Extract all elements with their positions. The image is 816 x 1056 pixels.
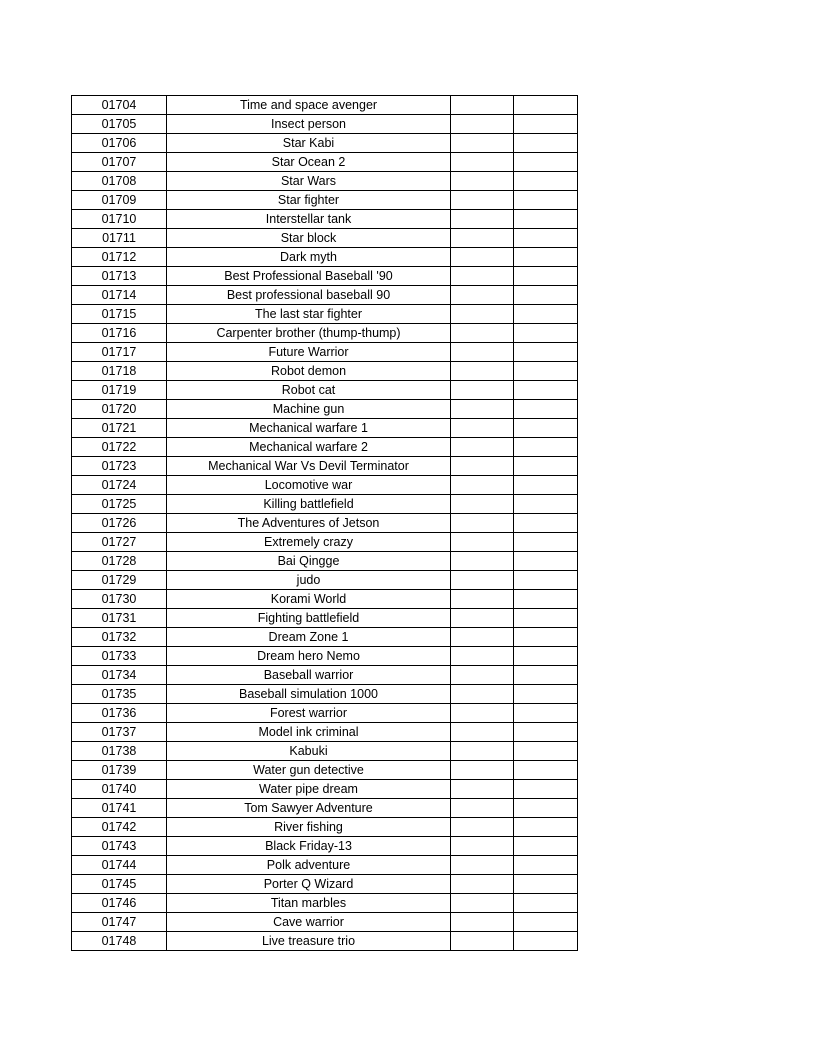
game-id-cell: 01716 <box>72 324 167 343</box>
empty-cell <box>514 533 578 552</box>
game-id-cell: 01731 <box>72 609 167 628</box>
table-row <box>72 685 578 704</box>
empty-cell <box>451 134 514 153</box>
table-row <box>72 818 578 837</box>
table-row <box>72 514 578 533</box>
table-row <box>72 875 578 894</box>
table-row <box>72 400 578 419</box>
table-row <box>72 856 578 875</box>
empty-cell <box>451 343 514 362</box>
game-title-cell: Machine gun <box>167 400 451 419</box>
game-id-cell: 01704 <box>72 96 167 115</box>
empty-cell <box>451 457 514 476</box>
game-title-cell: Live treasure trio <box>167 932 451 951</box>
game-title-cell: Bai Qingge <box>167 552 451 571</box>
empty-cell <box>514 457 578 476</box>
game-id-cell: 01723 <box>72 457 167 476</box>
game-id-cell: 01717 <box>72 343 167 362</box>
table-row <box>72 115 578 134</box>
game-id-cell: 01733 <box>72 647 167 666</box>
empty-cell <box>514 894 578 913</box>
empty-cell <box>514 343 578 362</box>
game-title-cell: Star block <box>167 229 451 248</box>
game-id-cell: 01712 <box>72 248 167 267</box>
game-title-cell: River fishing <box>167 818 451 837</box>
table-row <box>72 438 578 457</box>
game-id-cell: 01744 <box>72 856 167 875</box>
empty-cell <box>451 229 514 248</box>
game-id-cell: 01714 <box>72 286 167 305</box>
game-id-cell: 01718 <box>72 362 167 381</box>
empty-cell <box>514 400 578 419</box>
empty-cell <box>514 609 578 628</box>
table-row <box>72 476 578 495</box>
game-id-cell: 01737 <box>72 723 167 742</box>
table-row <box>72 210 578 229</box>
table-row <box>72 286 578 305</box>
empty-cell <box>451 932 514 951</box>
game-title-cell: Water gun detective <box>167 761 451 780</box>
game-id-cell: 01715 <box>72 305 167 324</box>
table-row <box>72 419 578 438</box>
game-id-cell: 01708 <box>72 172 167 191</box>
game-title-cell: Dark myth <box>167 248 451 267</box>
empty-cell <box>451 647 514 666</box>
table-row <box>72 457 578 476</box>
empty-cell <box>514 172 578 191</box>
empty-cell <box>451 514 514 533</box>
empty-cell <box>514 115 578 134</box>
game-title-cell: Time and space avenger <box>167 96 451 115</box>
table-row <box>72 723 578 742</box>
table-row <box>72 96 578 115</box>
game-id-cell: 01743 <box>72 837 167 856</box>
game-title-cell: Carpenter brother (thump-thump) <box>167 324 451 343</box>
empty-cell <box>514 134 578 153</box>
game-id-cell: 01709 <box>72 191 167 210</box>
empty-cell <box>451 153 514 172</box>
table-row <box>72 305 578 324</box>
game-title-cell: Locomotive war <box>167 476 451 495</box>
empty-cell <box>451 799 514 818</box>
game-id-cell: 01740 <box>72 780 167 799</box>
game-title-cell: Dream hero Nemo <box>167 647 451 666</box>
table-row <box>72 533 578 552</box>
empty-cell <box>514 685 578 704</box>
game-id-cell: 01722 <box>72 438 167 457</box>
empty-cell <box>514 229 578 248</box>
game-id-cell: 01719 <box>72 381 167 400</box>
empty-cell <box>451 609 514 628</box>
empty-cell <box>451 742 514 761</box>
game-title-cell: Future Warrior <box>167 343 451 362</box>
empty-cell <box>451 476 514 495</box>
empty-cell <box>514 932 578 951</box>
empty-cell <box>451 723 514 742</box>
empty-cell <box>451 286 514 305</box>
empty-cell <box>514 286 578 305</box>
empty-cell <box>451 818 514 837</box>
table-row <box>72 362 578 381</box>
empty-cell <box>451 704 514 723</box>
game-title-cell: The last star fighter <box>167 305 451 324</box>
game-title-cell: Baseball simulation 1000 <box>167 685 451 704</box>
table-row <box>72 552 578 571</box>
empty-cell <box>451 248 514 267</box>
empty-cell <box>451 875 514 894</box>
table-row <box>72 666 578 685</box>
game-id-cell: 01729 <box>72 571 167 590</box>
empty-cell <box>514 476 578 495</box>
game-id-cell: 01721 <box>72 419 167 438</box>
table-row <box>72 191 578 210</box>
game-title-cell: Water pipe dream <box>167 780 451 799</box>
game-list-table <box>71 95 578 951</box>
empty-cell <box>451 913 514 932</box>
empty-cell <box>451 571 514 590</box>
table-row <box>72 628 578 647</box>
game-id-cell: 01728 <box>72 552 167 571</box>
empty-cell <box>514 210 578 229</box>
game-id-cell: 01711 <box>72 229 167 248</box>
game-title-cell: Robot cat <box>167 381 451 400</box>
table-row <box>72 780 578 799</box>
table-row <box>72 343 578 362</box>
table-row <box>72 153 578 172</box>
game-title-cell: Fighting battlefield <box>167 609 451 628</box>
game-title-cell: Star Ocean 2 <box>167 153 451 172</box>
empty-cell <box>451 172 514 191</box>
game-title-cell: Star fighter <box>167 191 451 210</box>
empty-cell <box>514 305 578 324</box>
empty-cell <box>451 381 514 400</box>
empty-cell <box>451 267 514 286</box>
empty-cell <box>451 894 514 913</box>
empty-cell <box>451 837 514 856</box>
game-title-cell: Killing battlefield <box>167 495 451 514</box>
table-row <box>72 761 578 780</box>
empty-cell <box>514 267 578 286</box>
game-id-cell: 01724 <box>72 476 167 495</box>
game-title-cell: judo <box>167 571 451 590</box>
empty-cell <box>514 913 578 932</box>
empty-cell <box>514 628 578 647</box>
empty-cell <box>514 875 578 894</box>
game-title-cell: The Adventures of Jetson <box>167 514 451 533</box>
empty-cell <box>451 419 514 438</box>
game-id-cell: 01734 <box>72 666 167 685</box>
game-id-cell: 01727 <box>72 533 167 552</box>
game-title-cell: Insect person <box>167 115 451 134</box>
game-title-cell: Mechanical warfare 2 <box>167 438 451 457</box>
empty-cell <box>514 438 578 457</box>
table-row <box>72 837 578 856</box>
empty-cell <box>451 761 514 780</box>
game-id-cell: 01726 <box>72 514 167 533</box>
empty-cell <box>514 248 578 267</box>
table-body <box>72 96 578 951</box>
game-id-cell: 01736 <box>72 704 167 723</box>
game-title-cell: Titan marbles <box>167 894 451 913</box>
game-title-cell: Tom Sawyer Adventure <box>167 799 451 818</box>
empty-cell <box>451 96 514 115</box>
table-row <box>72 381 578 400</box>
table-row <box>72 704 578 723</box>
table-row <box>72 229 578 248</box>
table-row <box>72 647 578 666</box>
game-title-cell: Korami World <box>167 590 451 609</box>
game-id-cell: 01705 <box>72 115 167 134</box>
empty-cell <box>451 305 514 324</box>
game-id-cell: 01707 <box>72 153 167 172</box>
game-title-cell: Mechanical warfare 1 <box>167 419 451 438</box>
empty-cell <box>514 362 578 381</box>
empty-cell <box>514 381 578 400</box>
table-row <box>72 267 578 286</box>
game-title-cell: Dream Zone 1 <box>167 628 451 647</box>
empty-cell <box>451 780 514 799</box>
empty-cell <box>451 628 514 647</box>
game-id-cell: 01738 <box>72 742 167 761</box>
table-row <box>72 495 578 514</box>
game-id-cell: 01747 <box>72 913 167 932</box>
empty-cell <box>514 856 578 875</box>
game-id-cell: 01713 <box>72 267 167 286</box>
empty-cell <box>514 324 578 343</box>
empty-cell <box>514 799 578 818</box>
game-title-cell: Black Friday-13 <box>167 837 451 856</box>
game-title-cell: Cave warrior <box>167 913 451 932</box>
game-title-cell: Polk adventure <box>167 856 451 875</box>
empty-cell <box>451 685 514 704</box>
game-title-cell: Star Wars <box>167 172 451 191</box>
table-row <box>72 742 578 761</box>
game-title-cell: Best Professional Baseball '90 <box>167 267 451 286</box>
table-row <box>72 609 578 628</box>
empty-cell <box>451 533 514 552</box>
empty-cell <box>451 191 514 210</box>
empty-cell <box>514 818 578 837</box>
empty-cell <box>514 514 578 533</box>
game-title-cell: Extremely crazy <box>167 533 451 552</box>
empty-cell <box>514 419 578 438</box>
game-id-cell: 01745 <box>72 875 167 894</box>
empty-cell <box>451 495 514 514</box>
game-title-cell: Baseball warrior <box>167 666 451 685</box>
empty-cell <box>451 590 514 609</box>
game-id-cell: 01742 <box>72 818 167 837</box>
empty-cell <box>451 210 514 229</box>
game-id-cell: 01746 <box>72 894 167 913</box>
empty-cell <box>451 362 514 381</box>
game-title-cell: Star Kabi <box>167 134 451 153</box>
empty-cell <box>514 837 578 856</box>
table-row <box>72 590 578 609</box>
empty-cell <box>514 590 578 609</box>
table-row <box>72 248 578 267</box>
empty-cell <box>514 723 578 742</box>
empty-cell <box>451 438 514 457</box>
table-row <box>72 913 578 932</box>
empty-cell <box>514 571 578 590</box>
empty-cell <box>514 742 578 761</box>
empty-cell <box>514 704 578 723</box>
game-title-cell: Porter Q Wizard <box>167 875 451 894</box>
game-title-cell: Model ink criminal <box>167 723 451 742</box>
empty-cell <box>451 856 514 875</box>
table-row <box>72 799 578 818</box>
empty-cell <box>514 191 578 210</box>
empty-cell <box>451 400 514 419</box>
game-id-cell: 01739 <box>72 761 167 780</box>
empty-cell <box>514 96 578 115</box>
game-title-cell: Robot demon <box>167 362 451 381</box>
empty-cell <box>451 324 514 343</box>
game-id-cell: 01748 <box>72 932 167 951</box>
empty-cell <box>514 495 578 514</box>
table-row <box>72 571 578 590</box>
game-id-cell: 01741 <box>72 799 167 818</box>
game-title-cell: Best professional baseball 90 <box>167 286 451 305</box>
table-row <box>72 894 578 913</box>
game-title-cell: Mechanical War Vs Devil Terminator <box>167 457 451 476</box>
table-row <box>72 172 578 191</box>
empty-cell <box>514 666 578 685</box>
empty-cell <box>451 115 514 134</box>
game-title-cell: Kabuki <box>167 742 451 761</box>
empty-cell <box>514 780 578 799</box>
game-id-cell: 01735 <box>72 685 167 704</box>
game-id-cell: 01706 <box>72 134 167 153</box>
game-id-cell: 01720 <box>72 400 167 419</box>
table-row <box>72 134 578 153</box>
game-title-cell: Interstellar tank <box>167 210 451 229</box>
game-id-cell: 01730 <box>72 590 167 609</box>
table-row <box>72 932 578 951</box>
empty-cell <box>514 761 578 780</box>
empty-cell <box>514 647 578 666</box>
empty-cell <box>514 552 578 571</box>
empty-cell <box>514 153 578 172</box>
game-id-cell: 01710 <box>72 210 167 229</box>
game-id-cell: 01725 <box>72 495 167 514</box>
table-row <box>72 324 578 343</box>
game-id-cell: 01732 <box>72 628 167 647</box>
empty-cell <box>451 552 514 571</box>
game-title-cell: Forest warrior <box>167 704 451 723</box>
empty-cell <box>451 666 514 685</box>
